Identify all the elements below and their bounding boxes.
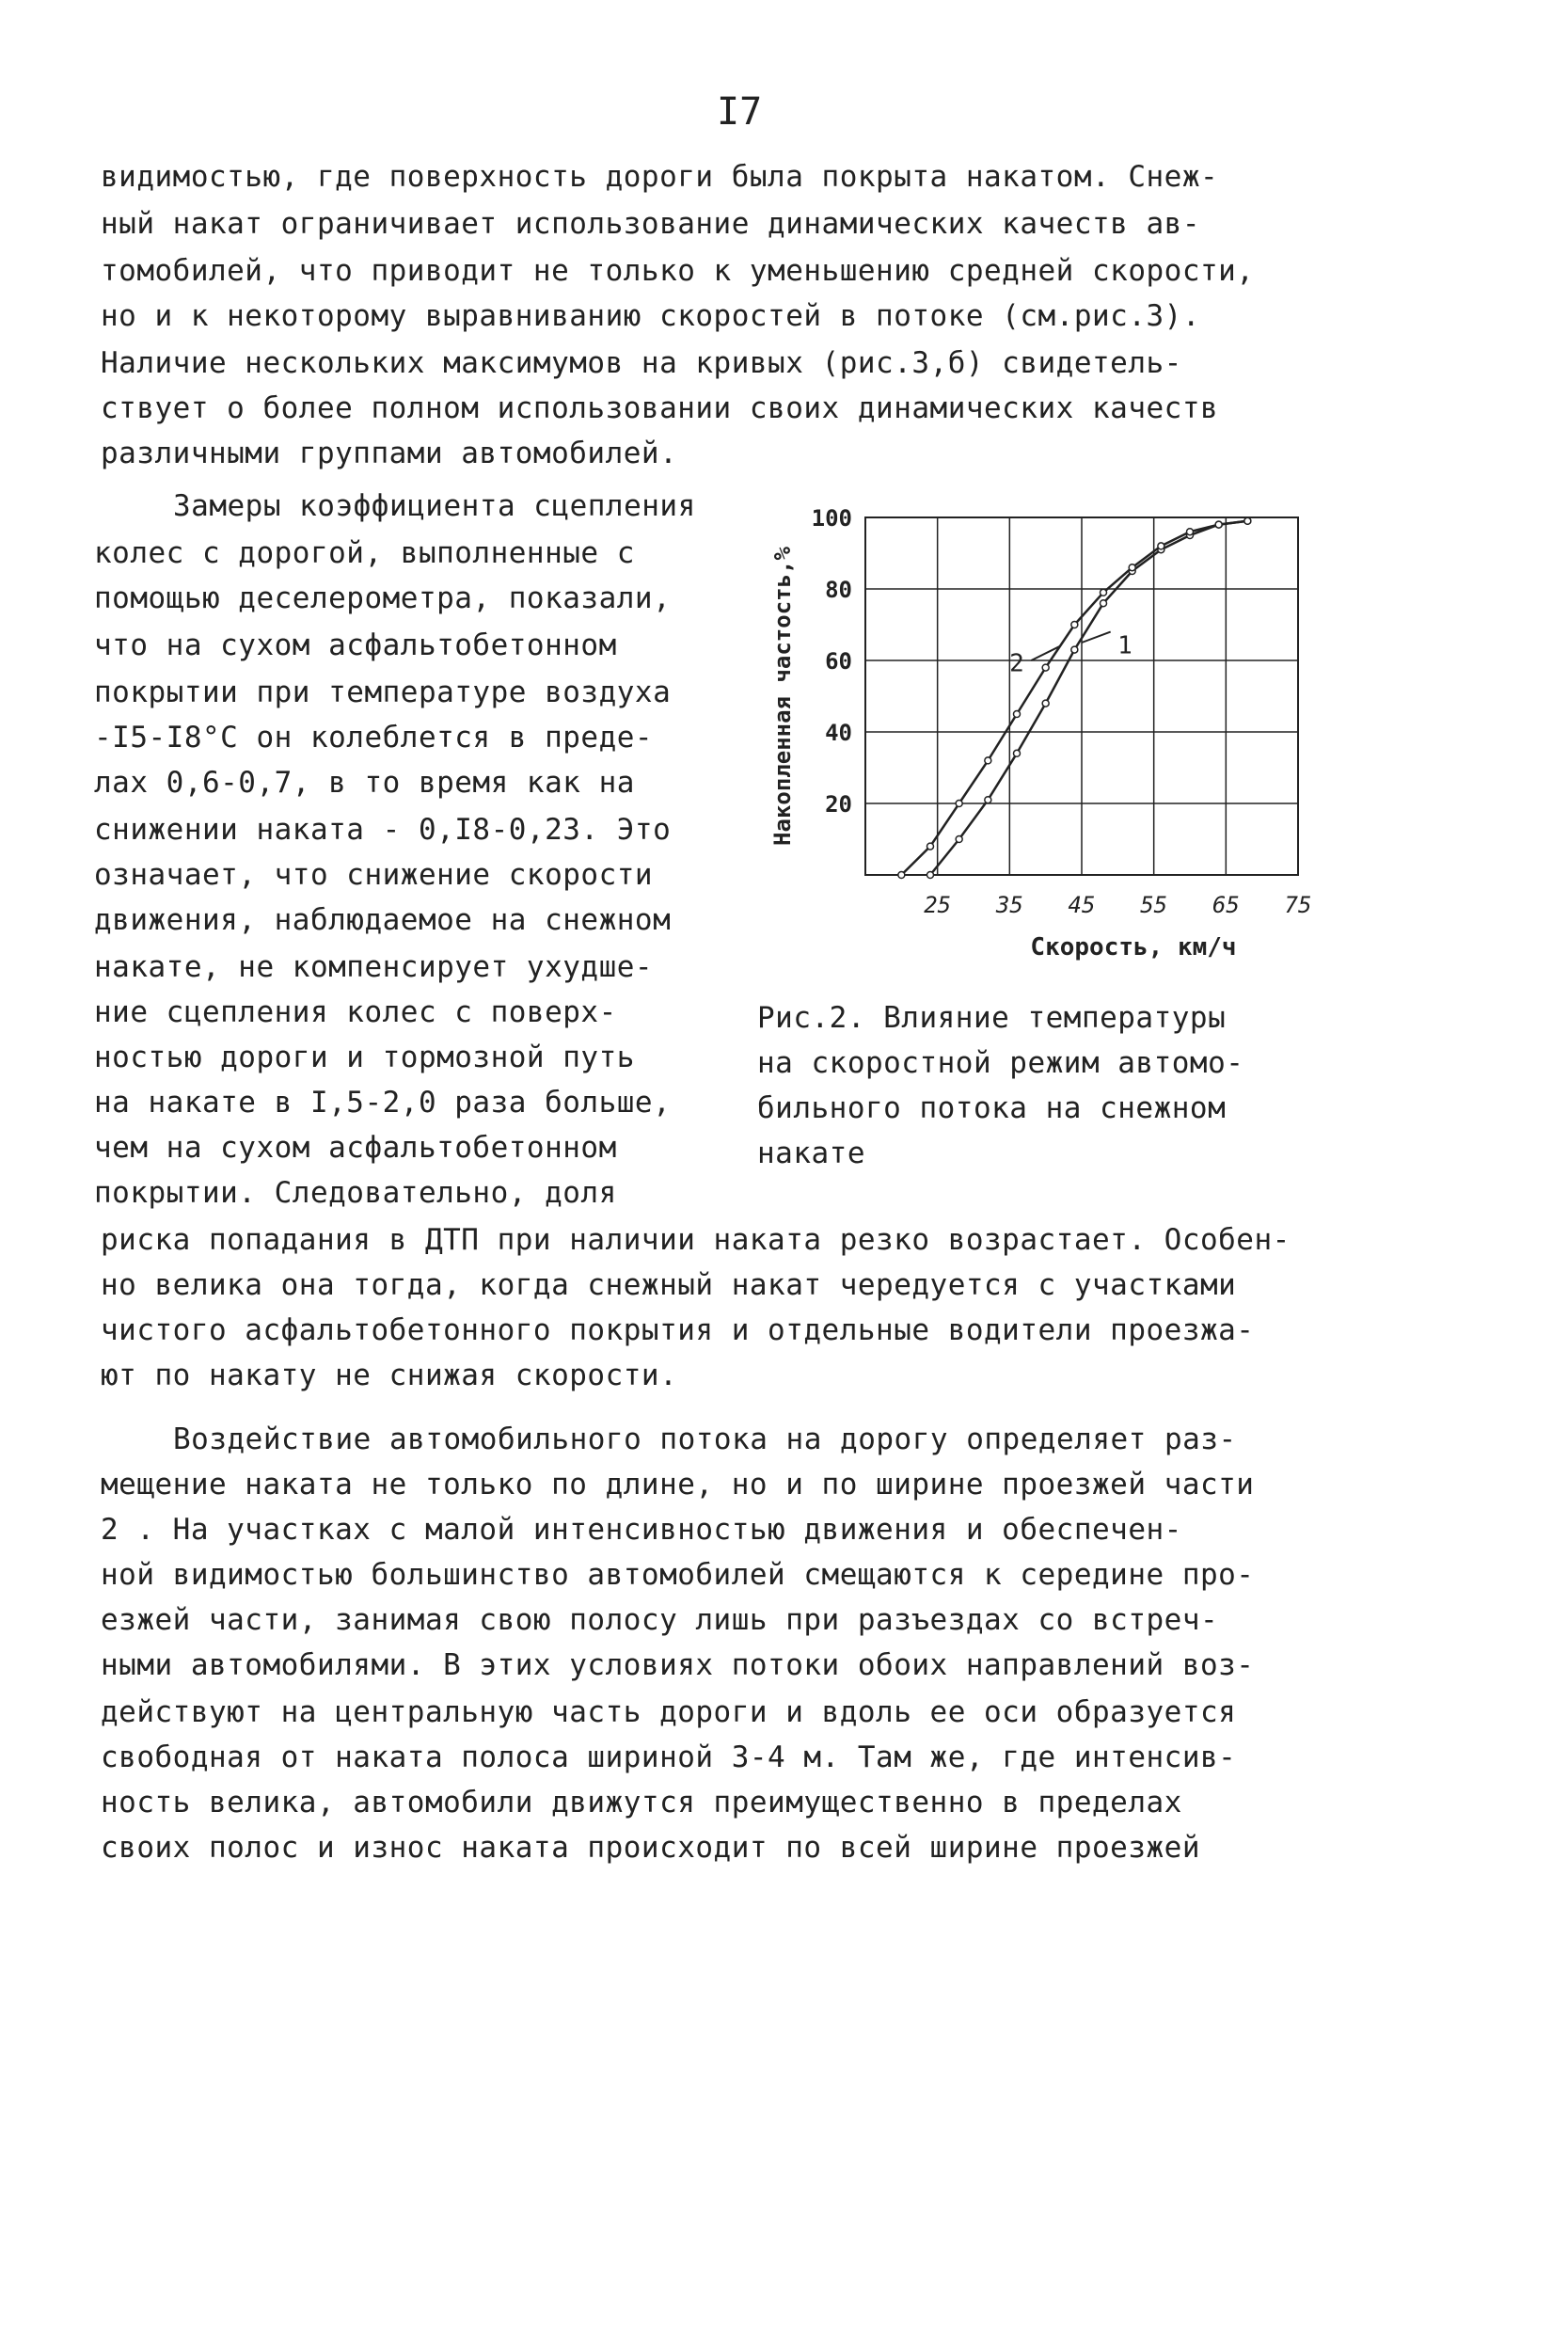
series-line-1 xyxy=(930,521,1247,875)
paragraph-line: чистого асфальтобетонного покрытия и отдельные водители проезжа- xyxy=(101,1313,1255,1347)
x-tick-label: 55 xyxy=(1140,892,1168,918)
column-line: лах 0,6-0,7, в то время как на xyxy=(94,766,635,800)
figure-caption-line: на скоростной режим автомо- xyxy=(757,1046,1244,1080)
data-point xyxy=(1187,529,1194,535)
annotation-label: 2 xyxy=(1009,649,1024,678)
y-tick-label: 80 xyxy=(825,577,852,603)
column-line: ние сцепления колес с поверх- xyxy=(94,995,617,1029)
y-tick-label: 20 xyxy=(825,791,852,818)
data-point xyxy=(985,797,991,803)
paragraph-line: видимостью, где поверхность дороги была покрыта накатом. Снеж- xyxy=(101,160,1219,194)
x-tick-label: 45 xyxy=(1068,892,1096,918)
series-line-2 xyxy=(901,521,1247,875)
paragraph-line: томобилей, что приводит не только к уменьшению средней скорости, xyxy=(101,254,1255,288)
column-line: Замеры коэффициента сцепления xyxy=(173,489,696,523)
speed-chart xyxy=(752,480,1317,978)
page-number: I7 xyxy=(717,90,763,134)
paragraph-line: ной видимостью большинство автомобилей смещаются к середине про- xyxy=(101,1558,1255,1592)
y-tick-label: 60 xyxy=(825,648,852,675)
data-point xyxy=(985,757,991,764)
paragraph-line: Воздействие автомобильного потока на дорогу определяет раз- xyxy=(173,1422,1237,1456)
data-point xyxy=(1215,521,1222,528)
y-tick-label: 100 xyxy=(811,505,852,532)
data-point xyxy=(1129,564,1135,571)
column-line: ностью дороги и тормозной путь xyxy=(94,1041,635,1074)
data-point xyxy=(1244,517,1251,524)
column-line: колес с дорогой, выполненные с xyxy=(94,536,635,570)
y-tick-label: 40 xyxy=(825,720,852,746)
column-line: снижении наката - 0,I8-0,23. Это xyxy=(94,813,672,847)
paragraph-line: ный накат ограничивает использование динамических качеств ав- xyxy=(101,207,1200,241)
data-point xyxy=(927,843,934,850)
x-tick-label: 65 xyxy=(1212,892,1240,918)
x-tick-label: 35 xyxy=(995,892,1023,918)
paragraph-line: ствует о более полном использовании своих динамических качеств xyxy=(101,391,1219,425)
data-point xyxy=(1071,622,1078,628)
x-tick-label: 25 xyxy=(924,892,952,918)
y-axis-label: Накопленная частость,% xyxy=(769,547,796,846)
x-tick-label: 75 xyxy=(1284,892,1312,918)
data-point xyxy=(898,872,905,879)
data-point xyxy=(956,801,962,807)
column-line: помощью деселерометра, показали, xyxy=(94,581,672,615)
figure-caption-line: бильного потока на снежном xyxy=(757,1091,1227,1125)
x-axis-label: Скорость, км/ч xyxy=(1030,933,1237,961)
annotation-leader xyxy=(1082,632,1111,643)
data-point xyxy=(1042,664,1049,671)
paragraph-line: действуют на центральную часть дороги и вдоль ее оси образуется xyxy=(101,1695,1237,1729)
column-line: движения, наблюдаемое на снежном xyxy=(94,903,672,937)
column-line: покрытии. Следовательно, доля xyxy=(94,1176,617,1210)
data-point xyxy=(956,836,962,843)
paragraph-line: ными автомобилями. В этих условиях потоки обоих направлений воз- xyxy=(101,1648,1255,1682)
paragraph-line: свободная от наката полоса шириной 3-4 м. Там же, где интенсив- xyxy=(101,1740,1237,1774)
data-point xyxy=(927,872,934,879)
data-point xyxy=(1014,750,1021,756)
paragraph-line: различными группами автомобилей. xyxy=(101,437,678,470)
annotation-label: 1 xyxy=(1117,631,1132,660)
paragraph-line: мещение наката не только по длине, но и по ширине проезжей части xyxy=(101,1468,1255,1502)
column-line: -I5-I8°C он колеблется в преде- xyxy=(94,721,654,755)
paragraph-line: езжей части, занимая свою полосу лишь при разъездах со встреч- xyxy=(101,1603,1219,1637)
column-line: на накате в I,5-2,0 раза больше, xyxy=(94,1086,672,1120)
paragraph-line: но велика она тогда, когда снежный накат чередуется с участками xyxy=(101,1268,1237,1302)
column-line: чем на сухом асфальтобетонном xyxy=(94,1131,617,1165)
data-point xyxy=(1042,700,1049,707)
column-line: накате, не компенсирует ухудше- xyxy=(94,950,654,984)
paragraph-line: 2 . На участках с малой интенсивностью движения и обеспечен- xyxy=(101,1513,1182,1547)
column-line: означает, что снижение скорости xyxy=(94,858,654,892)
figure-caption-line: Рис.2. Влияние температуры xyxy=(757,1001,1227,1035)
paragraph-line: но и к некоторому выравниванию скоростей в потоке (см.рис.3). xyxy=(101,299,1200,333)
data-point xyxy=(1158,543,1164,549)
paragraph-line: риска попадания в ДТП при наличии наката резко возрастает. Особен- xyxy=(101,1223,1291,1257)
data-point xyxy=(1101,600,1107,607)
paragraph-line: ют по накату не снижая скорости. xyxy=(101,1359,678,1392)
data-point xyxy=(1071,646,1078,653)
figure-caption-line: накате xyxy=(757,1136,865,1170)
data-point xyxy=(1101,589,1107,596)
paragraph-line: ность велика, автомобили движутся преимущественно в пределах xyxy=(101,1786,1182,1820)
paragraph-line: Наличие нескольких максимумов на кривых (рис.3,б) свидетель- xyxy=(101,346,1182,380)
data-point xyxy=(1014,711,1021,718)
paragraph-line: своих полос и износ наката происходит по всей ширине проезжей xyxy=(101,1831,1200,1865)
column-line: покрытии при температуре воздуха xyxy=(94,675,672,709)
column-line: что на сухом асфальтобетонном xyxy=(94,628,617,662)
